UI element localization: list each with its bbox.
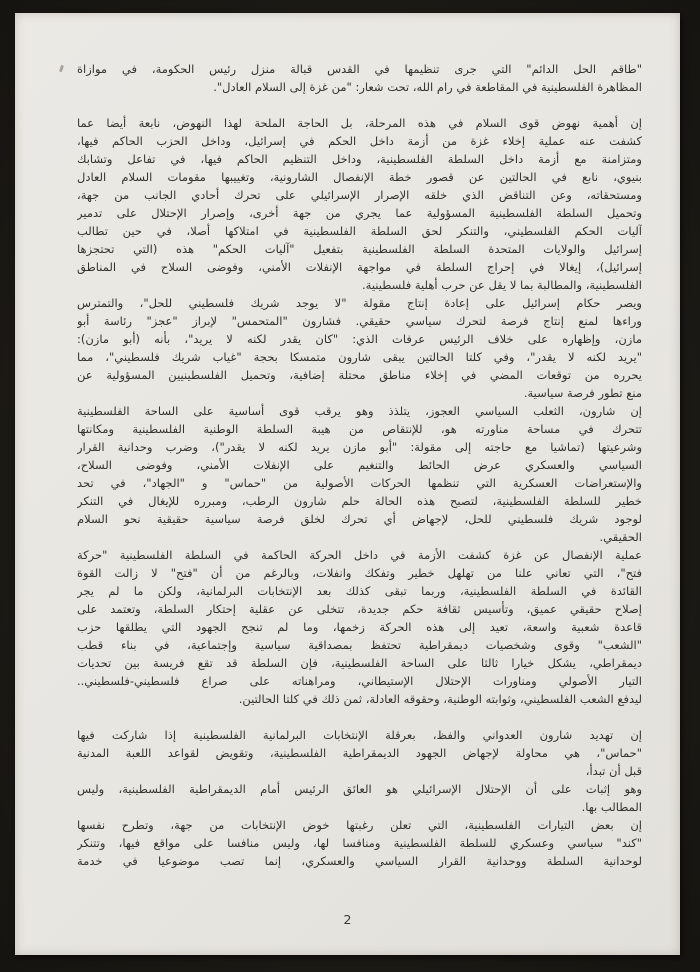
text-line: وشرعيتها (تماشيا مع حاجته إلى مقولة: "أبو مازن يريد لكنه لا يقدر")، وضرب وحدانية القرار	[77, 440, 642, 454]
text-line: إن شارون، الثعلب السياسي العجوز، يتلذذ وهو يرقب قوى أساسية على الساحة الفلسطينية	[77, 404, 642, 418]
scanned-page	[15, 13, 680, 955]
text-line: الفلسطينية، والمطالبة بما لا يقل عن حرب أهلية فلسطينية.	[362, 278, 642, 292]
paragraph	[77, 60, 642, 96]
text-line: وتحميل السلطة الفلسطينية المسؤولية عما يجري من جهة أخرى، وإصرار الإحتلال على تدمير	[77, 206, 642, 220]
text-line: منع تطور فرصة سياسية.	[523, 386, 642, 400]
text-line: وهو إثبات على أن الإحتلال الإسرائيلي هو العائق الرئيس أمام الديمقراطية الفلسطينية، وليس	[77, 782, 642, 796]
paragraph	[77, 114, 642, 294]
text-line: إن أهمية نهوض قوى السلام في هذه المرحلة، بل الحاجة الملحة لهذا النهوض، نابعة أيضا عما	[77, 116, 642, 130]
text-line: قبل أن تبدأ،	[585, 764, 642, 778]
text-line: فتح"، التي تعاني علنا من تهلهل خطير وتفكك وانفلات، وبالرغم من أن "فتح" لا زالت القوة	[77, 566, 642, 580]
paragraph	[77, 402, 642, 546]
paragraph	[77, 294, 642, 402]
text-line: يحرره من توقعات المضي في إخلاء مناطق محتلة إضافية، وتحميل الفلسطينيين المسؤولية عن	[77, 368, 642, 382]
text-line: المظاهرة الفلسطينية في المقاطعة في رام الله، تحت شعار: "من غزة إلى السلام العادل".	[213, 80, 642, 94]
text-line: السياسي والعسكري عرض الحائط والتنغيم على الإنفلات الأمني، وفوضى السلاح،	[77, 458, 642, 472]
text-line: "حماس"، هي محاولة لإجهاض الجهود الديمقراطية الفلسطينية، وتقويض لقواعد اللعبة المدنية	[77, 746, 642, 760]
text-line: "الشعب" وقوى وشخصيات ديمقراطية تحتفظ بمصداقية سياسية وإجتماعية، في بناء قطب	[77, 638, 642, 652]
text-line: ومستحقاته، وعن التناقض الذي خلقه الإصرار الإسرائيلي على تحرك أحادي الجانب من جهة،	[77, 188, 642, 202]
text-line: تتحرك في مساحة مناورته هو، للإنتقاص من هيبة السلطة الوطنية الفلسطينية ومكانتها	[77, 422, 642, 436]
text-line: والإستعراضات العسكرية التي تنظمها الحركات الأصولية من "حماس" و "الجهاد"، في تحد	[77, 476, 642, 490]
text-line: ويصر حكام إسرائيل على إعادة إنتاج مقولة "لا يوجد شريك فلسطيني للحل"، والتمترس	[77, 296, 642, 310]
text-line: إن بعض التيارات الفلسطينية، التي تعلن رغبتها خوض الإنتخابات من جهة، وتطرح نفسها	[77, 818, 642, 832]
paragraph	[77, 726, 642, 780]
text-line: المطالب بها.	[581, 800, 642, 814]
text-line: التيار الأصولي ومناورات الإحتلال الإستيطاني، ومراهناته على صراع فلسطيني-فلسطيني..	[77, 674, 642, 688]
text-line: القائدة في السلطة الفلسطينية، وربما تبقى كذلك بعد الإنتخابات البرلمانية، ولكن ما لم يجر	[77, 584, 642, 598]
text-line: كشفت عنه عملية إخلاء غزة من أزمة داخل الحكم في إسرائيل، وداخل الحزب الحاكم فيها،	[77, 134, 642, 148]
text-line: لوحدانية السلطة ووحدانية القرار السياسي والعسكري، إنما تصب موضوعيا في خدمة	[77, 854, 642, 868]
text-block	[77, 60, 642, 870]
paragraph	[77, 816, 642, 870]
text-line: إن تهديد شارون العدواني والفظ، بعرقلة الإنتخابات البرلمانية الفلسطينية إذا شاركت فيها	[77, 728, 642, 742]
text-line: وراءها لمنع إنتاج فرصة لتحرك سياسي حقيقي. فشارون "المتحمس" لإبراز "عجز" رئاسة أبو	[77, 314, 642, 328]
text-line: آليات الحكم الفلسطيني، والتنكر لحق السلطة الفلسطينية في امتلاكها أصلا، في حين تطالب	[77, 224, 642, 238]
text-line: ديمقراطي، يشكل خيارا ثالثا على الساحة الفلسطينية، فإن السلطة قد تقع فريسة بين تحديات	[77, 656, 642, 670]
text-line: لوجود شريك فلسطيني للحل، لإجهاض أي تحرك لخلق فرصة سياسية حقيقية نحو السلام	[77, 512, 642, 526]
text-line: "كند" سياسي وعسكري للسلطة الفلسطينية ومنافسا لها، وليس منافسا على مواقع فيها، وتتنكر	[77, 836, 642, 850]
text-line: ليدفع الشعب الفلسطيني، وثوابته الوطنية، وحقوقه العادلة، ثمن ذلك في كلتا الحالتين.	[238, 692, 642, 706]
text-line: "طاقم الحل الدائم" التي جرى تنظيمها في القدس قبالة منزل رئيس الحكومة، في موازاة	[77, 62, 642, 76]
page-number: 2	[343, 912, 352, 927]
text-line: إسرائيل والولايات المتحدة السلطة الفلسطينية بتفعيل "آليات الحكم" هذه (التي تحتجزها	[77, 242, 642, 256]
text-line: خطير للسلطة الفلسطينية، لتصبح هذه الحالة حلم شارون الرطب، ومبرره للإيغال في التنكر	[77, 494, 642, 508]
text-line: إسرائيل)، إيغالا في إحراج السلطة في مواجهة الإنفلات الأمني، وفوضى السلاح في المناطق	[77, 260, 642, 274]
text-line: قاعدة شعبية واسعة، تعيد إلى هذه الحركة زخمها، وما لم تنجح الجهود التي يطلقها حزب	[77, 620, 642, 634]
text-line: بنيوي، نابع في الحالتين عن قصور خطة الإنفصال الشارونية، وتغييبها مقومات السلام العادل	[77, 170, 642, 184]
paragraph	[77, 546, 642, 708]
scan-artifact-mark	[59, 65, 64, 73]
text-line: مازن، وإظهاره على خلاف الرئيس عرفات الذي: "كان يقدر لكنه لا يريد"، بأنه (أبو مازن):	[77, 332, 642, 346]
text-line: إصلاح حقيقي عميق، وتأسيس ثقافة حكم جديدة، تتخلى عن عقلية إحتكار السلطة، وتعتمد على	[77, 602, 642, 616]
paragraph	[77, 780, 642, 816]
text-line: "يريد لكنه لا يقدر"، وفي كلتا الحالتين يبقى شارون متمسكا بحجة "غياب شريك فلسطيني"، مما	[77, 350, 642, 364]
text-line: عملية الإنفصال عن غزة كشفت الأزمة في داخل الحركة الحاكمة في السلطة الفلسطينية "حركة	[77, 548, 642, 562]
text-line: الحقيقي.	[599, 530, 642, 544]
text-line: ومتزامنة مع أزمة داخل السلطة الفلسطينية، وداخل التنظيم الحاكم فيها، في تفاعل وتشابك	[77, 152, 642, 166]
